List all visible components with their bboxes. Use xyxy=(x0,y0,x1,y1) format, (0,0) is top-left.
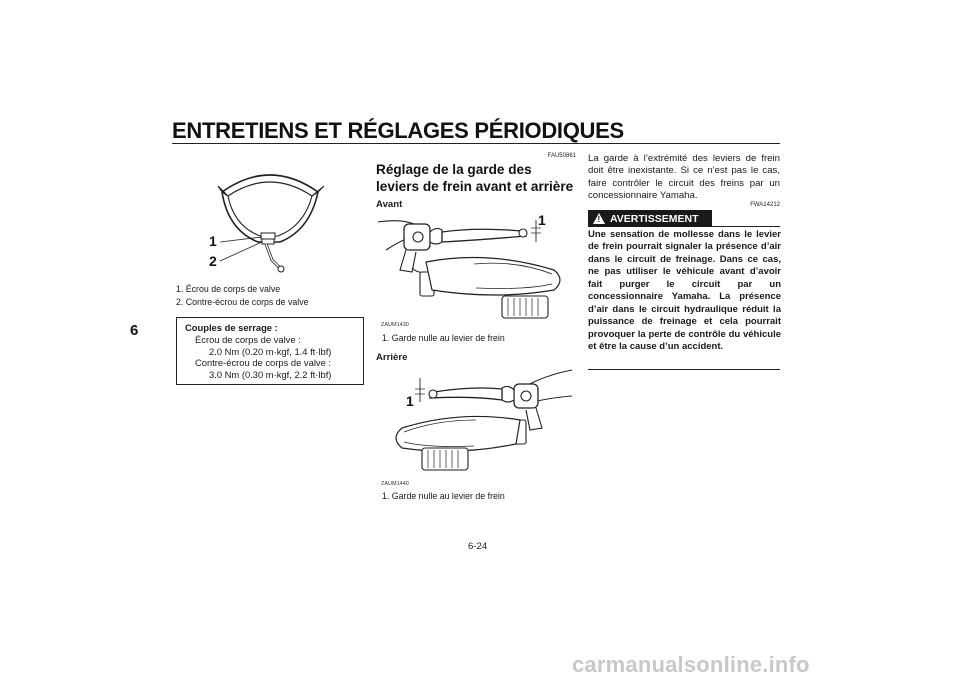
callout-2: 2 xyxy=(209,253,217,269)
front-callout-1: 1 xyxy=(538,212,546,228)
rear-callout-1: 1 xyxy=(406,393,414,409)
rear-figure-code: ZAUM1440 xyxy=(381,481,409,487)
watermark: carmanualsonline.info xyxy=(572,652,810,677)
torque-title: Couples de serrage : xyxy=(185,322,278,333)
header-rule xyxy=(172,143,780,144)
intro-paragraph: La garde à l’extrémité des leviers de frein doit être inexistante. Si ce n’est pas le cas, faire contrôler le circuit des freins par un concessionnaire Yamaha. xyxy=(588,153,780,202)
warning-code: FWA14212 xyxy=(750,202,780,208)
torque-value-2: 3.0 Nm (0.30 m·kgf, 2.2 ft·lbf) xyxy=(209,369,332,381)
torque-value-1: 2.0 Nm (0.20 m·kgf, 1.4 ft·lbf) xyxy=(209,345,332,357)
front-figure-code: ZAUM1430 xyxy=(381,322,409,328)
valve-caption-list xyxy=(176,283,309,308)
torque-specs-box xyxy=(176,317,364,385)
front-heading: Avant xyxy=(376,199,403,210)
warning-badge xyxy=(588,210,712,227)
chapter-tab: 6 xyxy=(130,322,139,339)
rear-heading: Arrière xyxy=(376,352,408,363)
caption-item: 1. Écrou de corps de valve xyxy=(176,284,281,294)
torque-label-1: Écrou de corps de valve : xyxy=(195,333,301,345)
page-number: 6-24 xyxy=(468,541,488,552)
warning-rule xyxy=(712,226,780,227)
valve-figure xyxy=(200,160,350,280)
page-header-title: ENTRETIENS ET RÉGLAGES PÉRIODIQUES xyxy=(172,118,624,143)
front-caption: 1. Garde nulle au levier de frein xyxy=(382,333,505,343)
callout-1: 1 xyxy=(209,233,217,249)
rear-caption: 1. Garde nulle au levier de frein xyxy=(382,491,505,501)
torque-label-2: Contre-écrou de corps de valve : xyxy=(195,357,332,369)
warning-end-rule xyxy=(588,369,780,370)
warning-text: Une sensation de mollesse dans le levier de frein pourrait signaler la présence d’air dans le circuit de freinage. Dans ce cas, ne pas utiliser le véhicule avant d’avoir fait purger le circuit par un concessionnaire Yamaha. La présence d’air dans le circuit hydraulique réduit la puissance de freinage et cela pourrait provoquer la perte de contrôle du véhicule et être la cause d’un accident. xyxy=(588,229,781,353)
warning-label: AVERTISSEMENT xyxy=(610,212,699,225)
caption-item: 2. Contre-écrou de corps de valve xyxy=(176,296,309,307)
section-title: Réglage de la garde des leviers de frein avant et arrière xyxy=(376,162,574,194)
rear-lever-figure xyxy=(376,362,576,482)
warning-icon: ! xyxy=(593,213,605,224)
section-code: FAU50861 xyxy=(547,153,576,159)
front-lever-figure xyxy=(376,210,576,325)
